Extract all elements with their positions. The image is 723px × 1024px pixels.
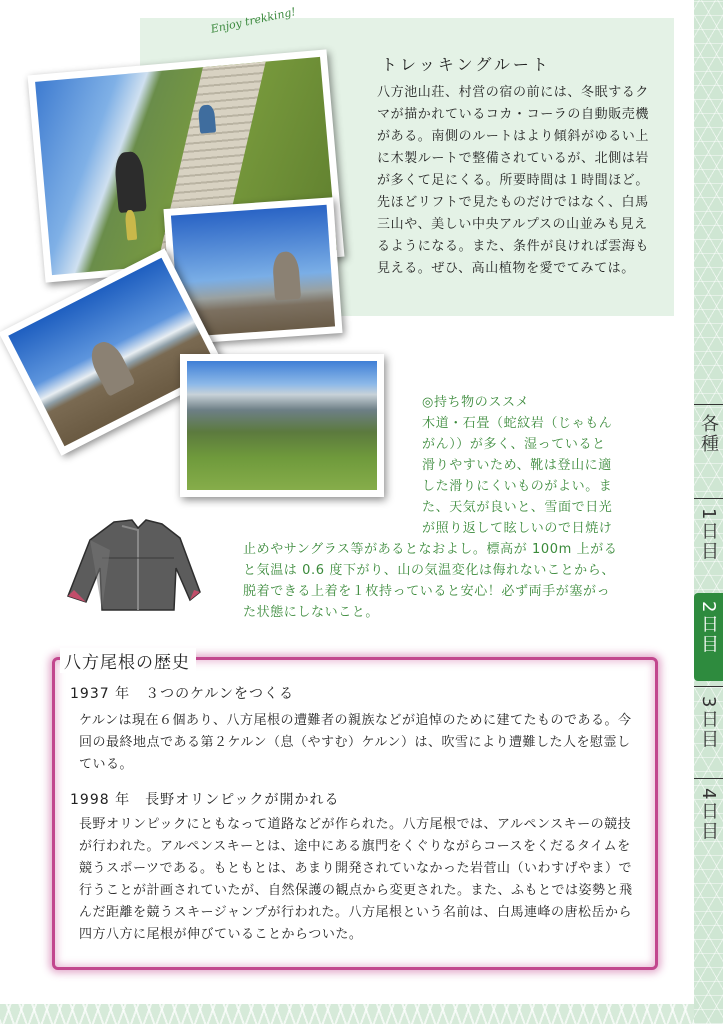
tab-day-4[interactable] [694, 788, 723, 868]
jacket-illustration [62, 518, 207, 614]
tab-various[interactable] [694, 414, 723, 492]
items-line: した滑りにくいものがよい。ま [422, 479, 613, 494]
items-line: 滑りやすいため、靴は登山に適 [422, 458, 612, 473]
items-line: が照り返して眩しいので日焼け [422, 521, 613, 536]
history-entry-heading: 1937 年 ３つのケルンをつくる [70, 686, 295, 702]
photo-valley-view [180, 354, 384, 497]
enjoy-trekking-tagline: Enjoy trekking! [209, 5, 297, 36]
tab-divider [694, 778, 723, 779]
history-entry-text: ケルンは現在６個あり、八方尾根の遭難者の親族などが追悼のために建てたものである。今回の最終地点である第２ケルン（息（やすむ）ケルン）は、吹雪により遭難した人を慰霊している。 [79, 713, 632, 772]
tab-label: 2日目 [698, 601, 719, 655]
tab-divider [694, 498, 723, 499]
trekking-route-text: 八方池山荘、村営の宿の前には、冬眠するクマが描かれているコカ・コーラの自動販売機がある。南側のルートはより傾斜がゆるい上に木製ルートで整備されているが、北側は岩が多くて足にくる。所要時間は１時間ほど。先ほどリフトで見たものだけではなく、白馬三山や、美しい中央アルプスの山並みも見えるようになる。また、条件が良ければ雲海も見える。ぜひ、高山植物を愛でてみては。 [377, 85, 650, 276]
items-line: がん））が多く、湿っていると [422, 437, 606, 452]
tab-day-2[interactable] [694, 593, 723, 681]
items-line: 止めやサングラス等があるとなおよし。標高が 100m 上がる [243, 542, 618, 557]
tab-day-3[interactable] [694, 696, 723, 776]
tab-day-1[interactable] [694, 508, 723, 588]
items-line: 木道・石畳（蛇紋岩（じゃもん [422, 416, 613, 431]
items-heading: ◎持ち物のススメ [422, 395, 530, 410]
history-entry-heading: 1998 年 長野オリンピックが開かれる [70, 792, 340, 808]
tab-divider [694, 686, 723, 687]
bottom-pattern-strip [0, 1004, 694, 1024]
trekking-route-title: トレッキングルート [381, 55, 551, 74]
tab-label: 1日目 [698, 508, 719, 562]
items-line: と気温は 0.6 度下がり、山の気温変化は侮れないことから、 [243, 563, 615, 578]
items-note-right [422, 392, 662, 539]
items-note-wide [243, 539, 673, 623]
tab-label: 各種 [698, 414, 719, 454]
tab-label: 3日目 [698, 696, 719, 750]
items-line: た、天気が良いと、雪面で日光 [422, 500, 613, 515]
items-line: 脱着できる上着を１枚持っていると安心！必ず両手が塞がっ [243, 584, 611, 599]
history-entry-text: 長野オリンピックにともなって道路などが作られた。八方尾根では、アルペンスキーの競技が行われた。アルペンスキーとは、途中にある旗門をくぐりながらコースをくだるタイムを競うスポーツである。もともとは、あまり開発されていなかった岩菅山（いわすげやま）で行うことが計画されていたが、自然保護の観点から変更された。また、ふもとでは姿勢と飛んだ距離を競うスキージャンプが行われた。八方尾根という名前は、白馬連峰の唐松岳から四方八方に尾根が伸びていることからついた。 [79, 817, 633, 942]
tab-label: 4日目 [698, 788, 719, 842]
items-line: た状態にしないこと。 [243, 605, 380, 620]
tab-divider [694, 404, 723, 405]
history-title: 八方尾根の歴史 [60, 648, 196, 673]
